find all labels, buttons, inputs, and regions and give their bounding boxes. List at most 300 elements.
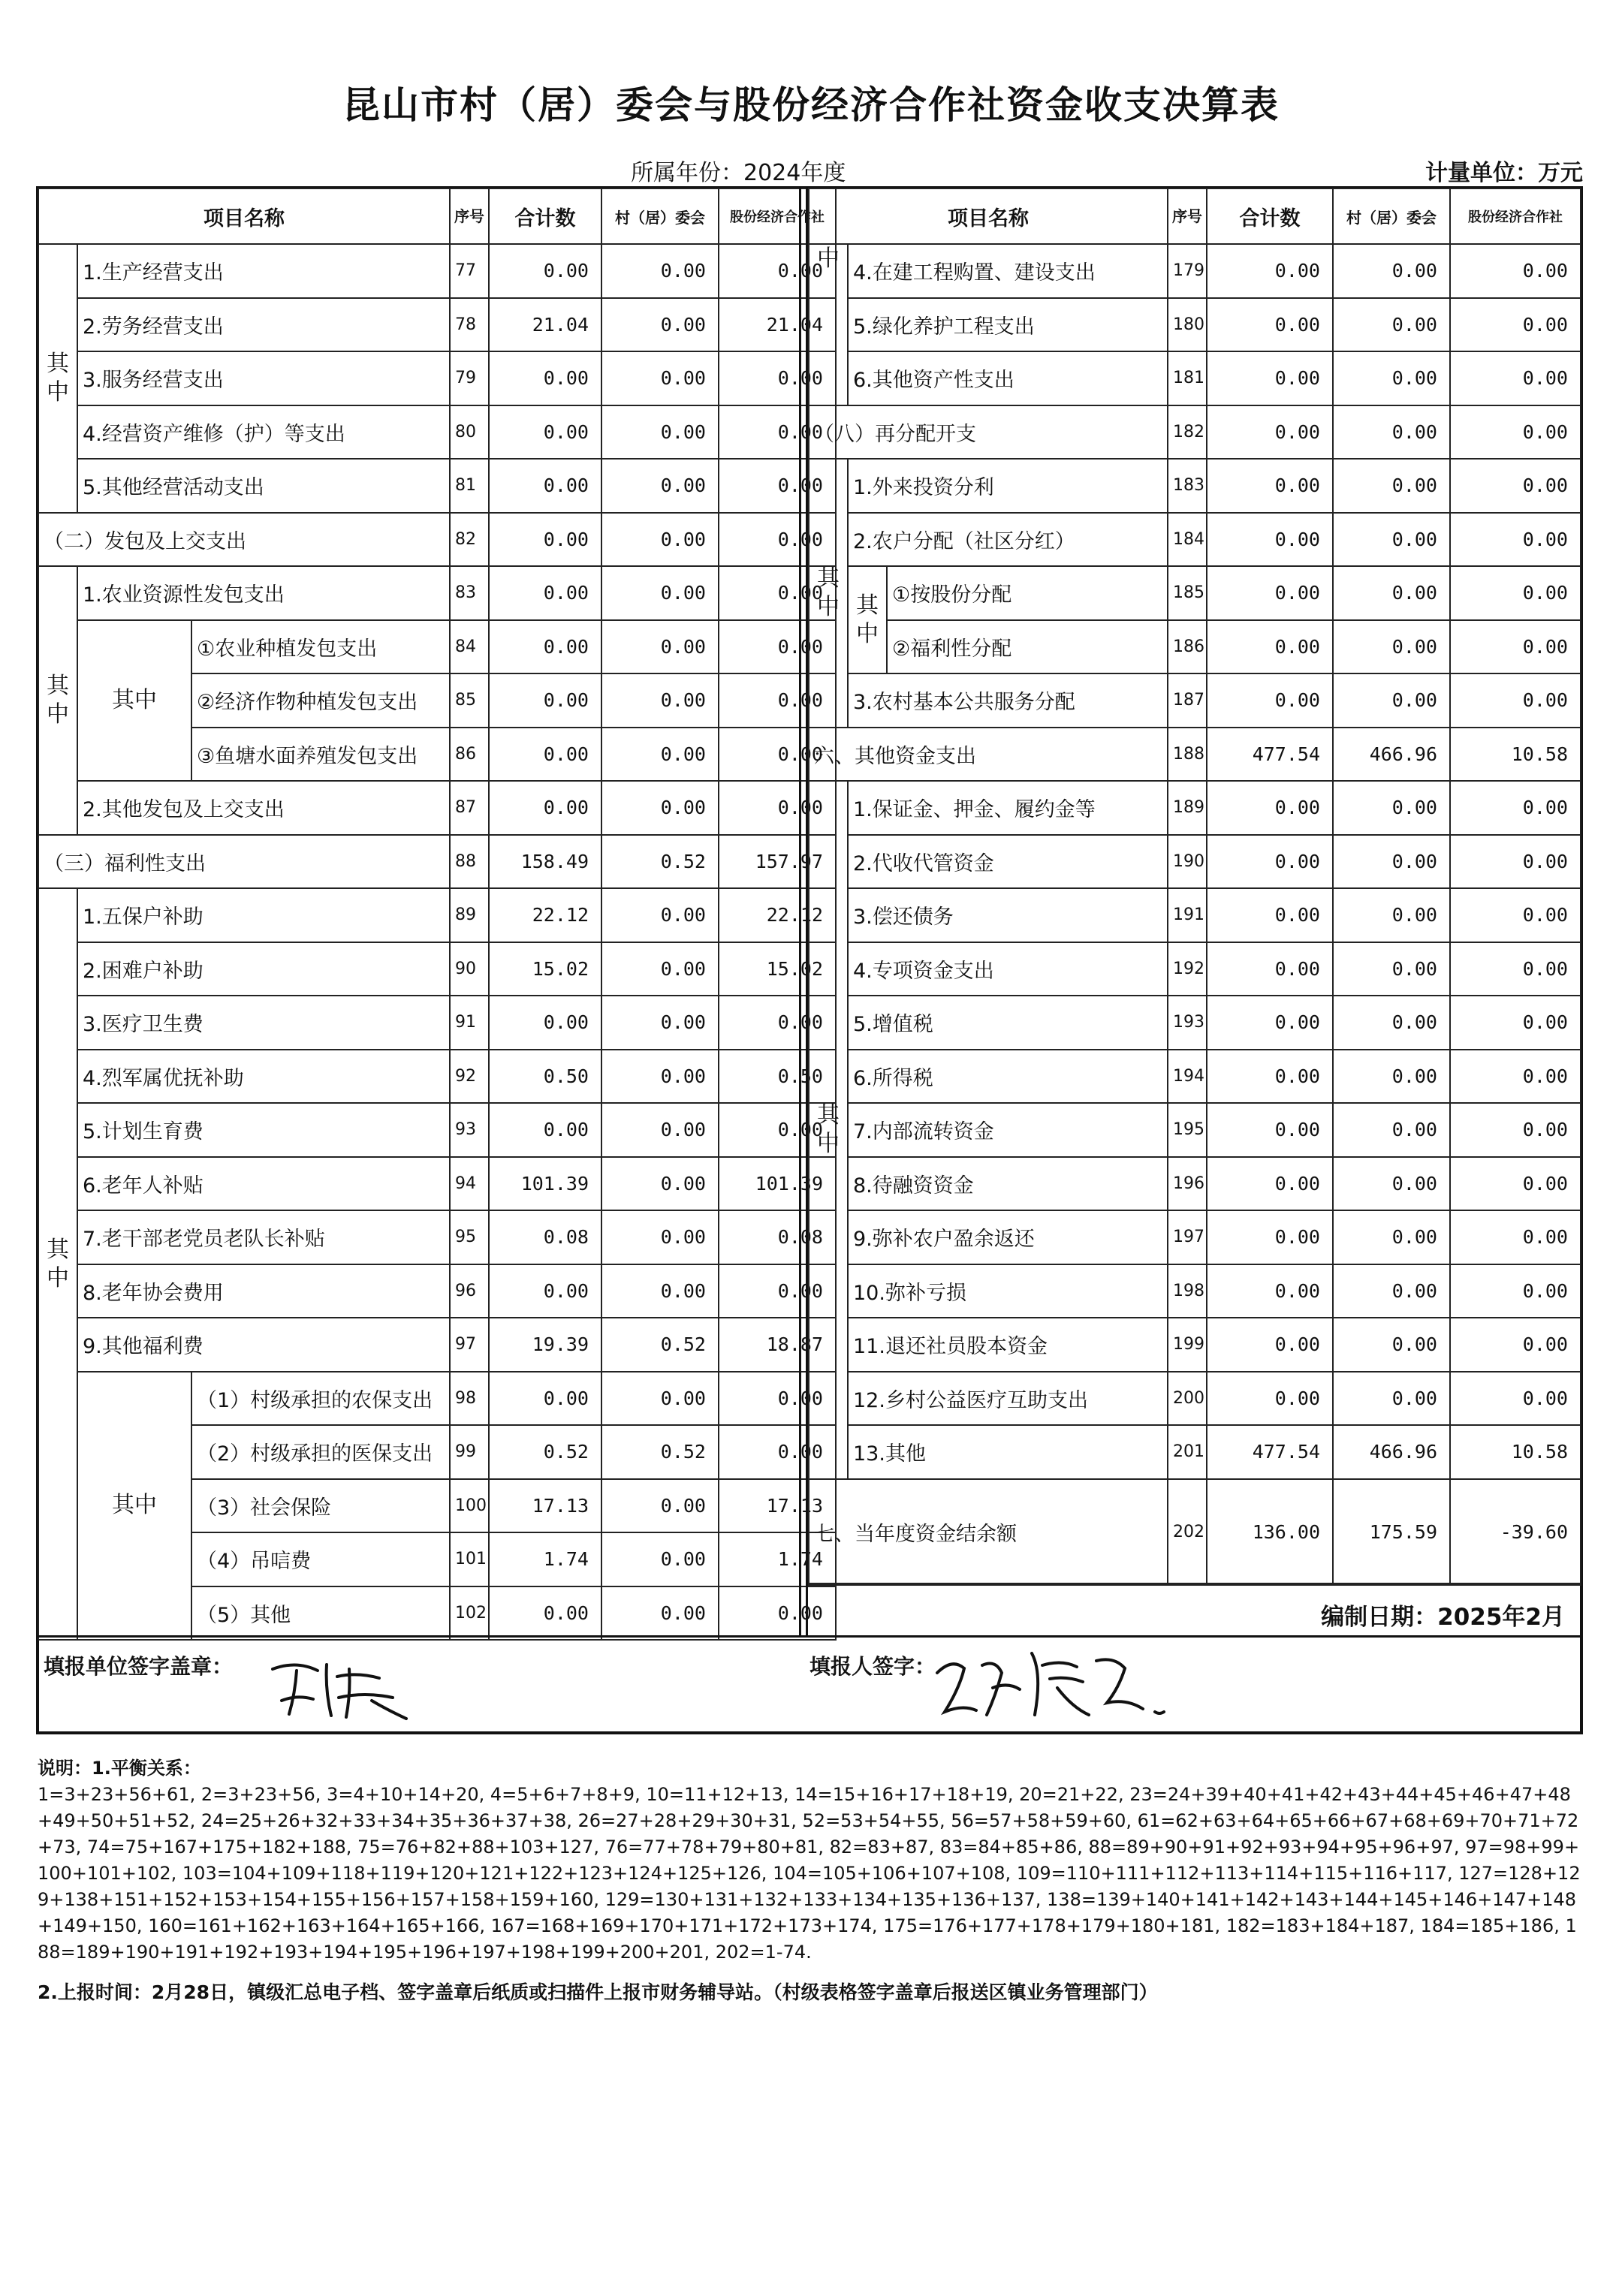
row-seq: 99 — [450, 1425, 489, 1479]
row-seq: 191 — [1168, 888, 1207, 942]
row-total: 477.54 — [1207, 728, 1333, 782]
row-total: 0.00 — [489, 459, 601, 513]
row-village: 0.00 — [1333, 405, 1450, 460]
row-village: 0.00 — [1333, 781, 1450, 835]
row-coop: 15.02 — [719, 942, 836, 996]
table-row — [809, 1318, 1581, 1372]
row-coop: 17.13 — [719, 1479, 836, 1533]
row-total: 0.00 — [1207, 673, 1333, 728]
row-name: 4.专项资金支出 — [848, 942, 1168, 996]
row-total: 0.00 — [1207, 781, 1333, 835]
row-village: 0.00 — [601, 888, 719, 942]
row-coop: 0.00 — [719, 728, 836, 782]
row-village: 0.00 — [1333, 620, 1450, 674]
table-row — [38, 513, 836, 567]
group-zhong: 中 — [809, 244, 848, 405]
row-coop: 0.00 — [1450, 835, 1581, 889]
row-name: 2.代收代管资金 — [848, 835, 1168, 889]
row-village: 0.00 — [1333, 835, 1450, 889]
row-coop: 0.00 — [1450, 1103, 1581, 1157]
row-name: 10.弥补亏损 — [848, 1264, 1168, 1318]
row-seq: 102 — [450, 1586, 489, 1641]
row-coop: 0.00 — [719, 351, 836, 405]
row-coop: -39.60 — [1450, 1479, 1581, 1585]
row-coop: 0.00 — [719, 1372, 836, 1426]
row-name: 8.待融资资金 — [848, 1157, 1168, 1211]
row-seq: 186 — [1168, 620, 1207, 674]
row-name: 1.生产经营支出 — [77, 244, 450, 298]
row-seq: 190 — [1168, 835, 1207, 889]
row-village: 0.00 — [601, 459, 719, 513]
table-row — [38, 888, 836, 942]
row-coop: 0.00 — [1450, 673, 1581, 728]
row-total: 0.00 — [489, 673, 601, 728]
subgroup-qizhong: 其中 — [77, 620, 191, 782]
row-village: 0.00 — [601, 673, 719, 728]
row-village: 0.00 — [1333, 1264, 1450, 1318]
row-seq: 202 — [1168, 1479, 1207, 1585]
row-name: 七、当年度资金结余额 — [809, 1479, 1168, 1585]
row-coop: 0.00 — [1450, 566, 1581, 620]
row-total: 0.00 — [1207, 1157, 1333, 1211]
row-village: 0.00 — [601, 513, 719, 567]
row-coop: 18.87 — [719, 1318, 836, 1372]
compile-date: 编制日期：2025年2月 — [1321, 1604, 1565, 1631]
row-village: 0.00 — [1333, 1103, 1450, 1157]
row-seq: 100 — [450, 1479, 489, 1533]
row-total: 0.00 — [1207, 888, 1333, 942]
row-name: 4.在建工程购置、建设支出 — [848, 244, 1168, 298]
row-seq: 85 — [450, 673, 489, 728]
row-seq: 82 — [450, 513, 489, 567]
row-total: 0.00 — [1207, 298, 1333, 352]
table-row — [38, 1372, 836, 1426]
row-seq: 198 — [1168, 1264, 1207, 1318]
row-village: 0.00 — [601, 298, 719, 352]
col-seq: 序号 — [1168, 188, 1207, 244]
row-seq: 182 — [1168, 405, 1207, 460]
table-row — [809, 1050, 1581, 1104]
row-name: 3.服务经营支出 — [77, 351, 450, 405]
row-name: 2.农户分配（社区分红） — [848, 513, 1168, 567]
table-row — [38, 942, 836, 996]
row-village: 0.00 — [1333, 1318, 1450, 1372]
row-seq: 192 — [1168, 942, 1207, 996]
row-coop: 0.00 — [719, 1425, 836, 1479]
row-coop: 0.00 — [1450, 1372, 1581, 1426]
row-name: 1.五保户补助 — [77, 888, 450, 942]
row-seq: 90 — [450, 942, 489, 996]
row-coop: 101.39 — [719, 1157, 836, 1211]
row-total: 0.00 — [1207, 1318, 1333, 1372]
row-seq: 194 — [1168, 1050, 1207, 1104]
row-seq: 101 — [450, 1532, 489, 1586]
row-village: 0.00 — [1333, 298, 1450, 352]
row-village: 0.00 — [601, 942, 719, 996]
table-row — [38, 1210, 836, 1264]
table-row — [38, 1157, 836, 1211]
row-seq: 181 — [1168, 351, 1207, 405]
table-row — [809, 673, 1581, 728]
row-village: 0.00 — [601, 1210, 719, 1264]
table-row — [809, 459, 1581, 513]
group-qizhong: 其中 — [38, 888, 77, 1640]
unit-sign-label: 填报单位签字盖章： — [44, 1654, 234, 1679]
row-total: 0.00 — [1207, 942, 1333, 996]
row-name: 8.老年协会费用 — [77, 1264, 450, 1318]
unit-signature-mark — [267, 1656, 417, 1723]
row-name: 2.困难户补助 — [77, 942, 450, 996]
row-seq: 80 — [450, 405, 489, 460]
row-total: 0.00 — [1207, 1264, 1333, 1318]
row-name: 12.乡村公益医疗互助支出 — [848, 1372, 1168, 1426]
col-coop: 股份经济合作社 — [719, 188, 836, 244]
row-village: 0.00 — [601, 781, 719, 835]
row-name: （二）发包及上交支出 — [38, 513, 450, 567]
col-village: 村（居）委会 — [601, 188, 719, 244]
row-total: 17.13 — [489, 1479, 601, 1533]
row-village: 0.00 — [1333, 1050, 1450, 1104]
row-coop: 0.00 — [719, 1103, 836, 1157]
column-divider — [799, 186, 808, 1635]
col-name: 项目名称 — [38, 188, 450, 244]
row-total: 0.00 — [1207, 996, 1333, 1050]
row-total: 0.50 — [489, 1050, 601, 1104]
table-row — [809, 1157, 1581, 1211]
row-total: 0.00 — [1207, 351, 1333, 405]
table-row — [809, 781, 1581, 835]
row-total: 0.00 — [489, 1264, 601, 1318]
row-coop: 0.50 — [719, 1050, 836, 1104]
row-name: 5.绿化养护工程支出 — [848, 298, 1168, 352]
table-row — [809, 244, 1581, 298]
row-seq: 201 — [1168, 1425, 1207, 1479]
unit-label: 计量单位：万元 — [1425, 160, 1583, 186]
table-row — [809, 1210, 1581, 1264]
row-seq: 197 — [1168, 1210, 1207, 1264]
table-row — [809, 298, 1581, 352]
col-total: 合计数 — [1207, 188, 1333, 244]
row-total: 0.00 — [489, 405, 601, 460]
row-village: 0.00 — [1333, 673, 1450, 728]
row-total: 0.52 — [489, 1425, 601, 1479]
row-name: 5.其他经营活动支出 — [77, 459, 450, 513]
row-village: 0.00 — [1333, 513, 1450, 567]
row-name: ①按股份分配 — [887, 566, 1168, 620]
row-total: 0.00 — [1207, 1050, 1333, 1104]
table-row — [809, 1479, 1581, 1585]
table-row — [38, 620, 836, 674]
row-name: 3.偿还债务 — [848, 888, 1168, 942]
row-total: 101.39 — [489, 1157, 601, 1211]
row-name: 7.内部流转资金 — [848, 1103, 1168, 1157]
table-row — [38, 244, 836, 298]
row-coop: 0.00 — [1450, 942, 1581, 996]
table-header — [809, 188, 1581, 244]
row-seq: 78 — [450, 298, 489, 352]
row-seq: 79 — [450, 351, 489, 405]
row-total: 0.00 — [1207, 620, 1333, 674]
table-row — [809, 728, 1581, 782]
table-row — [809, 996, 1581, 1050]
row-village: 0.00 — [1333, 1372, 1450, 1426]
row-seq: 87 — [450, 781, 489, 835]
row-total: 0.00 — [1207, 405, 1333, 460]
row-coop: 21.04 — [719, 298, 836, 352]
row-coop: 0.00 — [1450, 459, 1581, 513]
row-total: 0.00 — [489, 728, 601, 782]
row-total: 477.54 — [1207, 1425, 1333, 1479]
row-coop: 0.00 — [1450, 620, 1581, 674]
row-coop: 0.00 — [1450, 1318, 1581, 1372]
row-seq: 199 — [1168, 1318, 1207, 1372]
table-row — [809, 1372, 1581, 1426]
row-village: 0.00 — [601, 728, 719, 782]
row-coop: 0.08 — [719, 1210, 836, 1264]
group-qizhong: 其中 — [809, 459, 848, 728]
row-name: （4）吊唁费 — [191, 1532, 450, 1586]
row-village: 466.96 — [1333, 1425, 1450, 1479]
row-total: 0.00 — [1207, 244, 1333, 298]
row-name: 3.农村基本公共服务分配 — [848, 673, 1168, 728]
row-seq: 77 — [450, 244, 489, 298]
table-row — [38, 351, 836, 405]
row-total: 0.00 — [489, 351, 601, 405]
row-name: ③鱼塘水面养殖发包支出 — [191, 728, 450, 782]
row-coop: 0.00 — [719, 996, 836, 1050]
table-row — [809, 1264, 1581, 1318]
row-seq: 187 — [1168, 673, 1207, 728]
row-village: 0.00 — [601, 996, 719, 1050]
row-coop: 0.00 — [1450, 1210, 1581, 1264]
row-seq: 86 — [450, 728, 489, 782]
row-name: ②福利性分配 — [887, 620, 1168, 674]
report-year: 所属年份：2024年度 — [631, 160, 846, 186]
row-coop: 0.00 — [719, 566, 836, 620]
row-total: 0.00 — [489, 513, 601, 567]
row-total: 0.00 — [489, 244, 601, 298]
row-name: 9.其他福利费 — [77, 1318, 450, 1372]
row-seq: 83 — [450, 566, 489, 620]
row-coop: 1.74 — [719, 1532, 836, 1586]
table-row — [38, 835, 836, 889]
table-row — [809, 620, 1581, 674]
row-seq: 88 — [450, 835, 489, 889]
row-name: （三）福利性支出 — [38, 835, 450, 889]
table-row — [38, 566, 836, 620]
row-village: 0.00 — [1333, 1157, 1450, 1211]
table-row — [809, 513, 1581, 567]
row-seq: 189 — [1168, 781, 1207, 835]
row-coop: 0.00 — [719, 673, 836, 728]
row-name: 5.计划生育费 — [77, 1103, 450, 1157]
row-name: 4.烈军属优抚补助 — [77, 1050, 450, 1104]
group-qizhong: 其中 — [38, 566, 77, 835]
row-village: 0.00 — [601, 1586, 719, 1641]
table-row — [38, 1264, 836, 1318]
row-seq: 89 — [450, 888, 489, 942]
table-row — [38, 996, 836, 1050]
row-village: 0.00 — [601, 351, 719, 405]
row-village: 0.00 — [1333, 1210, 1450, 1264]
row-total: 0.00 — [489, 1586, 601, 1641]
row-coop: 0.00 — [1450, 888, 1581, 942]
row-village: 0.00 — [601, 1372, 719, 1426]
table-header — [38, 188, 836, 244]
row-coop: 0.00 — [719, 513, 836, 567]
row-coop: 0.00 — [1450, 405, 1581, 460]
row-name: 1.农业资源性发包支出 — [77, 566, 450, 620]
row-seq: 92 — [450, 1050, 489, 1104]
row-village: 0.00 — [601, 244, 719, 298]
row-village: 175.59 — [1333, 1479, 1450, 1585]
row-total: 158.49 — [489, 835, 601, 889]
notes-section — [38, 1755, 1584, 2005]
row-name: 六、其他资金支出 — [809, 728, 1168, 782]
row-total: 0.00 — [489, 1372, 601, 1426]
row-seq: 185 — [1168, 566, 1207, 620]
row-coop: 0.00 — [1450, 513, 1581, 567]
page-title: 昆山市村（居）委会与股份经济合作社资金收支决算表 — [342, 83, 1280, 127]
col-name: 项目名称 — [809, 188, 1168, 244]
table-row — [809, 888, 1581, 942]
row-total: 0.00 — [489, 566, 601, 620]
row-name: 6.所得税 — [848, 1050, 1168, 1104]
row-total: 21.04 — [489, 298, 601, 352]
row-coop: 0.00 — [719, 1586, 836, 1641]
table-row — [809, 1425, 1581, 1479]
right-table — [808, 188, 1581, 1586]
row-seq: 196 — [1168, 1157, 1207, 1211]
row-village: 0.00 — [1333, 996, 1450, 1050]
row-total: 0.08 — [489, 1210, 601, 1264]
row-name: 7.老干部老党员老队长补贴 — [77, 1210, 450, 1264]
row-total: 0.00 — [1207, 835, 1333, 889]
row-total: 15.02 — [489, 942, 601, 996]
table-row — [38, 1050, 836, 1104]
table-row — [38, 781, 836, 835]
row-total: 0.00 — [1207, 566, 1333, 620]
row-village: 0.52 — [601, 1425, 719, 1479]
row-seq: 81 — [450, 459, 489, 513]
row-seq: 184 — [1168, 513, 1207, 567]
row-name: 5.增值税 — [848, 996, 1168, 1050]
row-seq: 93 — [450, 1103, 489, 1157]
table-row — [809, 351, 1581, 405]
row-total: 0.00 — [489, 996, 601, 1050]
row-village: 0.00 — [601, 1157, 719, 1211]
row-coop: 0.00 — [719, 1264, 836, 1318]
row-total: 1.74 — [489, 1532, 601, 1586]
row-name: （5）其他 — [191, 1586, 450, 1641]
group-qizhong: 其中 — [38, 244, 77, 513]
row-coop: 0.00 — [1450, 351, 1581, 405]
row-coop: 0.00 — [1450, 781, 1581, 835]
row-seq: 91 — [450, 996, 489, 1050]
row-coop: 0.00 — [1450, 996, 1581, 1050]
row-coop: 157.97 — [719, 835, 836, 889]
row-village: 0.52 — [601, 1318, 719, 1372]
row-name: ②经济作物种植发包支出 — [191, 673, 450, 728]
row-total: 0.00 — [489, 620, 601, 674]
row-name: ①农业种植发包支出 — [191, 620, 450, 674]
row-seq: 84 — [450, 620, 489, 674]
row-seq: 195 — [1168, 1103, 1207, 1157]
table-row — [38, 405, 836, 460]
col-village: 村（居）委会 — [1333, 188, 1450, 244]
row-total: 136.00 — [1207, 1479, 1333, 1585]
left-table — [38, 188, 837, 1641]
row-village: 0.00 — [601, 1532, 719, 1586]
table-row — [809, 835, 1581, 889]
row-village: 0.52 — [601, 835, 719, 889]
row-name: 13.其他 — [848, 1425, 1168, 1479]
subgroup-qizhong: 其中 — [77, 1372, 191, 1641]
row-village: 0.00 — [1333, 566, 1450, 620]
row-village: 0.00 — [601, 405, 719, 460]
notes-title: 说明：1.平衡关系： — [38, 1758, 201, 1779]
row-village: 0.00 — [1333, 459, 1450, 513]
row-name: 6.老年人补贴 — [77, 1157, 450, 1211]
group-qizhong: 其中 — [809, 781, 848, 1479]
row-name: 2.劳务经营支出 — [77, 298, 450, 352]
table-row — [38, 298, 836, 352]
row-name: 6.其他资产性支出 — [848, 351, 1168, 405]
row-coop: 0.00 — [1450, 244, 1581, 298]
row-coop: 0.00 — [719, 781, 836, 835]
row-coop: 22.12 — [719, 888, 836, 942]
row-coop: 0.00 — [719, 459, 836, 513]
row-total: 0.00 — [1207, 513, 1333, 567]
col-total: 合计数 — [489, 188, 601, 244]
row-seq: 179 — [1168, 244, 1207, 298]
row-seq: 98 — [450, 1372, 489, 1426]
subgroup-qizhong: 其中 — [848, 566, 887, 673]
row-village: 0.00 — [1333, 244, 1450, 298]
row-village: 0.00 — [601, 1103, 719, 1157]
row-coop: 0.00 — [719, 244, 836, 298]
row-seq: 94 — [450, 1157, 489, 1211]
row-name: 2.其他发包及上交支出 — [77, 781, 450, 835]
row-village: 0.00 — [1333, 351, 1450, 405]
row-seq: 96 — [450, 1264, 489, 1318]
table-row — [809, 405, 1581, 460]
col-coop: 股份经济合作社 — [1450, 188, 1581, 244]
row-name: 9.弥补农户盈余返还 — [848, 1210, 1168, 1264]
row-name: （八）再分配开支 — [809, 405, 1168, 460]
row-seq: 97 — [450, 1318, 489, 1372]
row-name: （2）村级承担的医保支出 — [191, 1425, 450, 1479]
table-row — [38, 459, 836, 513]
notes-report-time: 2.上报时间：2月28日，镇级汇总电子档、签字盖章后纸质或扫描件上报市财务辅导站。（村级表格签字盖章后报送区镇业务管理部门） — [38, 1981, 1158, 2003]
row-coop: 10.58 — [1450, 1425, 1581, 1479]
person-sign-label: 填报人签字： — [809, 1654, 936, 1679]
row-seq: 200 — [1168, 1372, 1207, 1426]
row-village: 466.96 — [1333, 728, 1450, 782]
row-village: 0.00 — [601, 1050, 719, 1104]
row-coop: 0.00 — [719, 405, 836, 460]
row-village: 0.00 — [1333, 888, 1450, 942]
table-row — [809, 1103, 1581, 1157]
signature-divider — [36, 1635, 1583, 1638]
row-total: 0.00 — [1207, 459, 1333, 513]
row-total: 0.00 — [489, 1103, 601, 1157]
notes-balance: 1=3+23+56+61, 2=3+23+56, 3=4+10+14+20, 4=5+6+7+8+9, 10=11+12+13, 14=15+16+17+18+19, 20=21+22, 23=24+39+40+41+42+43+44+45+46+47+48+49+50+51+52, 24=25+26+32+33+34+35+36+37+38, 26=27+28+29+30+31, 52=53+54+55, 56=57+58+59+60, 61=62+63+64+65+66+67+68+69+70+71+72+73, 74=75+167+175+182+188, 75=76+82+88+103+127, 76=77+78+79+80+81, 82=83+87, 83=84+85+86, 88=89+90+91+92+93+94+95+96+97, 97=98+99+100+101+102, 103=104+109+118+119+120+121+122+123+124+125+126, 104=105+106+107+108, 109=110+111+112+113+114+115+116+117, 127=128+129+138+151+152+153+154+155+156+157+158+159+160, 129=130+131+132+133+134+135+136+137, 138=139+140+141+142+143+144+145+146+147+148+149+150, 160=161+162+163+164+165+166, 167=168+169+170+171+172+173+174, 175=176+177+178+179+180+181, 182=183+184+187, 184=185+186, 188=189+190+191+192+193+194+195+196+197+198+199+200+201, 202=1-74. — [38, 1784, 1581, 1963]
row-name: 3.医疗卫生费 — [77, 996, 450, 1050]
row-name: 1.保证金、押金、履约金等 — [848, 781, 1168, 835]
row-seq: 183 — [1168, 459, 1207, 513]
row-village: 0.00 — [601, 1479, 719, 1533]
